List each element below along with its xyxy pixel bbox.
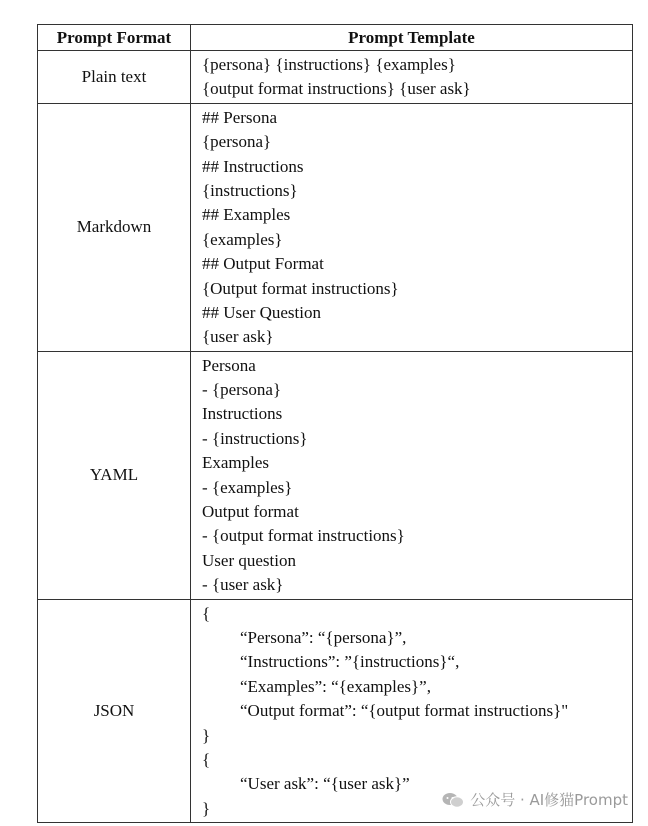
template-line: {instructions} (202, 180, 298, 200)
template-line: ## Persona (202, 107, 278, 127)
template-line: {output format instructions} {user ask} (202, 79, 471, 99)
watermark-text: 公众号 · AI修猫Prompt (470, 791, 628, 809)
template-line: - {user ask} (202, 575, 284, 595)
template-line: Examples (202, 453, 270, 473)
template-line: ## Examples (202, 205, 291, 225)
watermark (442, 789, 628, 810)
template-line: {examples} (202, 229, 283, 249)
template-line: “User ask”: “{user ask}” (240, 774, 410, 794)
wechat-icon (442, 792, 464, 808)
template-line: { (202, 603, 211, 623)
template-line: Instructions (202, 404, 283, 424)
template-line: - {examples} (202, 477, 293, 497)
header-row (38, 25, 633, 51)
template-line: “Examples”: “{examples}”, (240, 676, 431, 696)
format-cell: Plain text (38, 51, 191, 104)
header-prompt-format: Prompt Format (38, 25, 191, 51)
template-line: Persona (202, 355, 256, 375)
template-line: {persona} {instructions} {examples} (202, 55, 456, 74)
template-line: - {persona} (202, 380, 282, 400)
table-row (38, 103, 633, 351)
prompt-format-table (37, 24, 633, 823)
table-row (38, 51, 633, 104)
format-cell: Markdown (38, 103, 191, 351)
template-line: Output format (202, 502, 299, 522)
template-line: { (202, 749, 211, 769)
template-line: “Instructions”: ”{instructions}“, (240, 652, 460, 672)
format-cell: YAML (38, 351, 191, 599)
template-cell (191, 351, 633, 599)
template-line: {user ask} (202, 327, 274, 347)
template-line: ## Output Format (202, 254, 324, 274)
template-line: “Persona”: “{persona}”, (240, 627, 407, 647)
template-line: ## User Question (202, 302, 321, 322)
template-line: } (202, 798, 211, 818)
template-cell (191, 103, 633, 351)
template-cell (191, 51, 633, 104)
template-line: {Output format instructions} (202, 278, 399, 298)
format-cell: JSON (38, 599, 191, 823)
template-line: User question (202, 550, 296, 570)
table-row (38, 351, 633, 599)
template-line: “Output format”: “{output format instructions}" (240, 701, 569, 721)
template-line: - {instructions} (202, 428, 308, 448)
template-line: {persona} (202, 132, 272, 152)
template-line: } (202, 725, 211, 745)
template-line: ## Instructions (202, 156, 304, 176)
header-prompt-template: Prompt Template (191, 25, 633, 51)
template-line: - {output format instructions} (202, 526, 405, 546)
